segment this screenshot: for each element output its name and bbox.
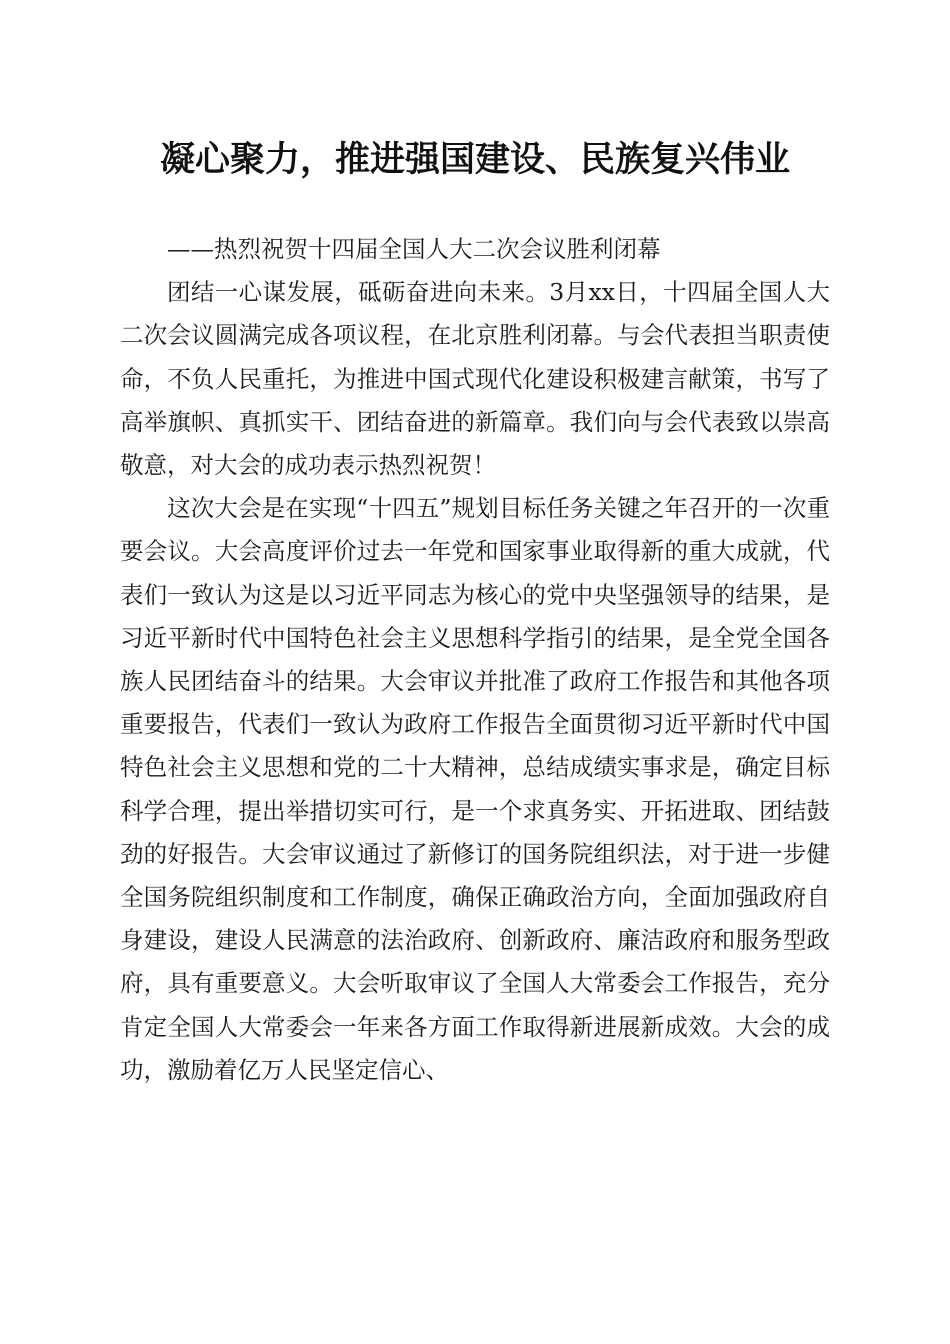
document-body: [120, 228, 830, 1092]
paragraph: 团结一心谋发展，砥砺奋进向未来。3月xx日，十四届全国人大二次会议圆满完成各项议程，在北京胜利闭幕。与会代表担当职责使命，不负人民重托，为推进中国式现代化建设积极建言献策，书写了高举旗帜、真抓实干、团结奋进的新篇章。我们向与会代表致以崇高敬意，对大会的成功表示热烈祝贺！: [120, 278, 830, 480]
paragraph: 这次大会是在实现“十四五”规划目标任务关键之年召开的一次重要会议。大会高度评价过去一年党和国家事业取得新的重大成就，代表们一致认为这是以习近平同志为核心的党中央坚强领导的结果，是习近平新时代中国特色社会主义思想科学指引的结果，是全党全国各族人民团结奋斗的结果。大会审议并批准了政府工作报告和其他各项重要报告，代表们一致认为政府工作报告全面贯彻习近平新时代中国特色社会主义思想和党的二十大精神，总结成绩实事求是，确定目标科学合理，提出举措切实可行，是一个求真务实、开拓进取、团结鼓劲的好报告。大会审议通过了新修订的国务院组织法，对于进一步健全国务院组织制度和工作制度，确保正确政治方向，全面加强政府自身建设，建设人民满意的法治政府、创新政府、廉洁政府和服务型政府，具有重要意义。大会听取审议了全国人大常委会工作报告，充分肯定全国人大常委会一年来各方面工作取得新进展新成效。大会的成功，激励着亿万人民坚定信心、: [120, 494, 830, 1084]
document-title: 凝心聚力，推进强国建设、民族复兴伟业: [159, 139, 790, 180]
document-subtitle: ——热烈祝贺十四届全国人大二次会议胜利闭幕: [167, 235, 661, 263]
